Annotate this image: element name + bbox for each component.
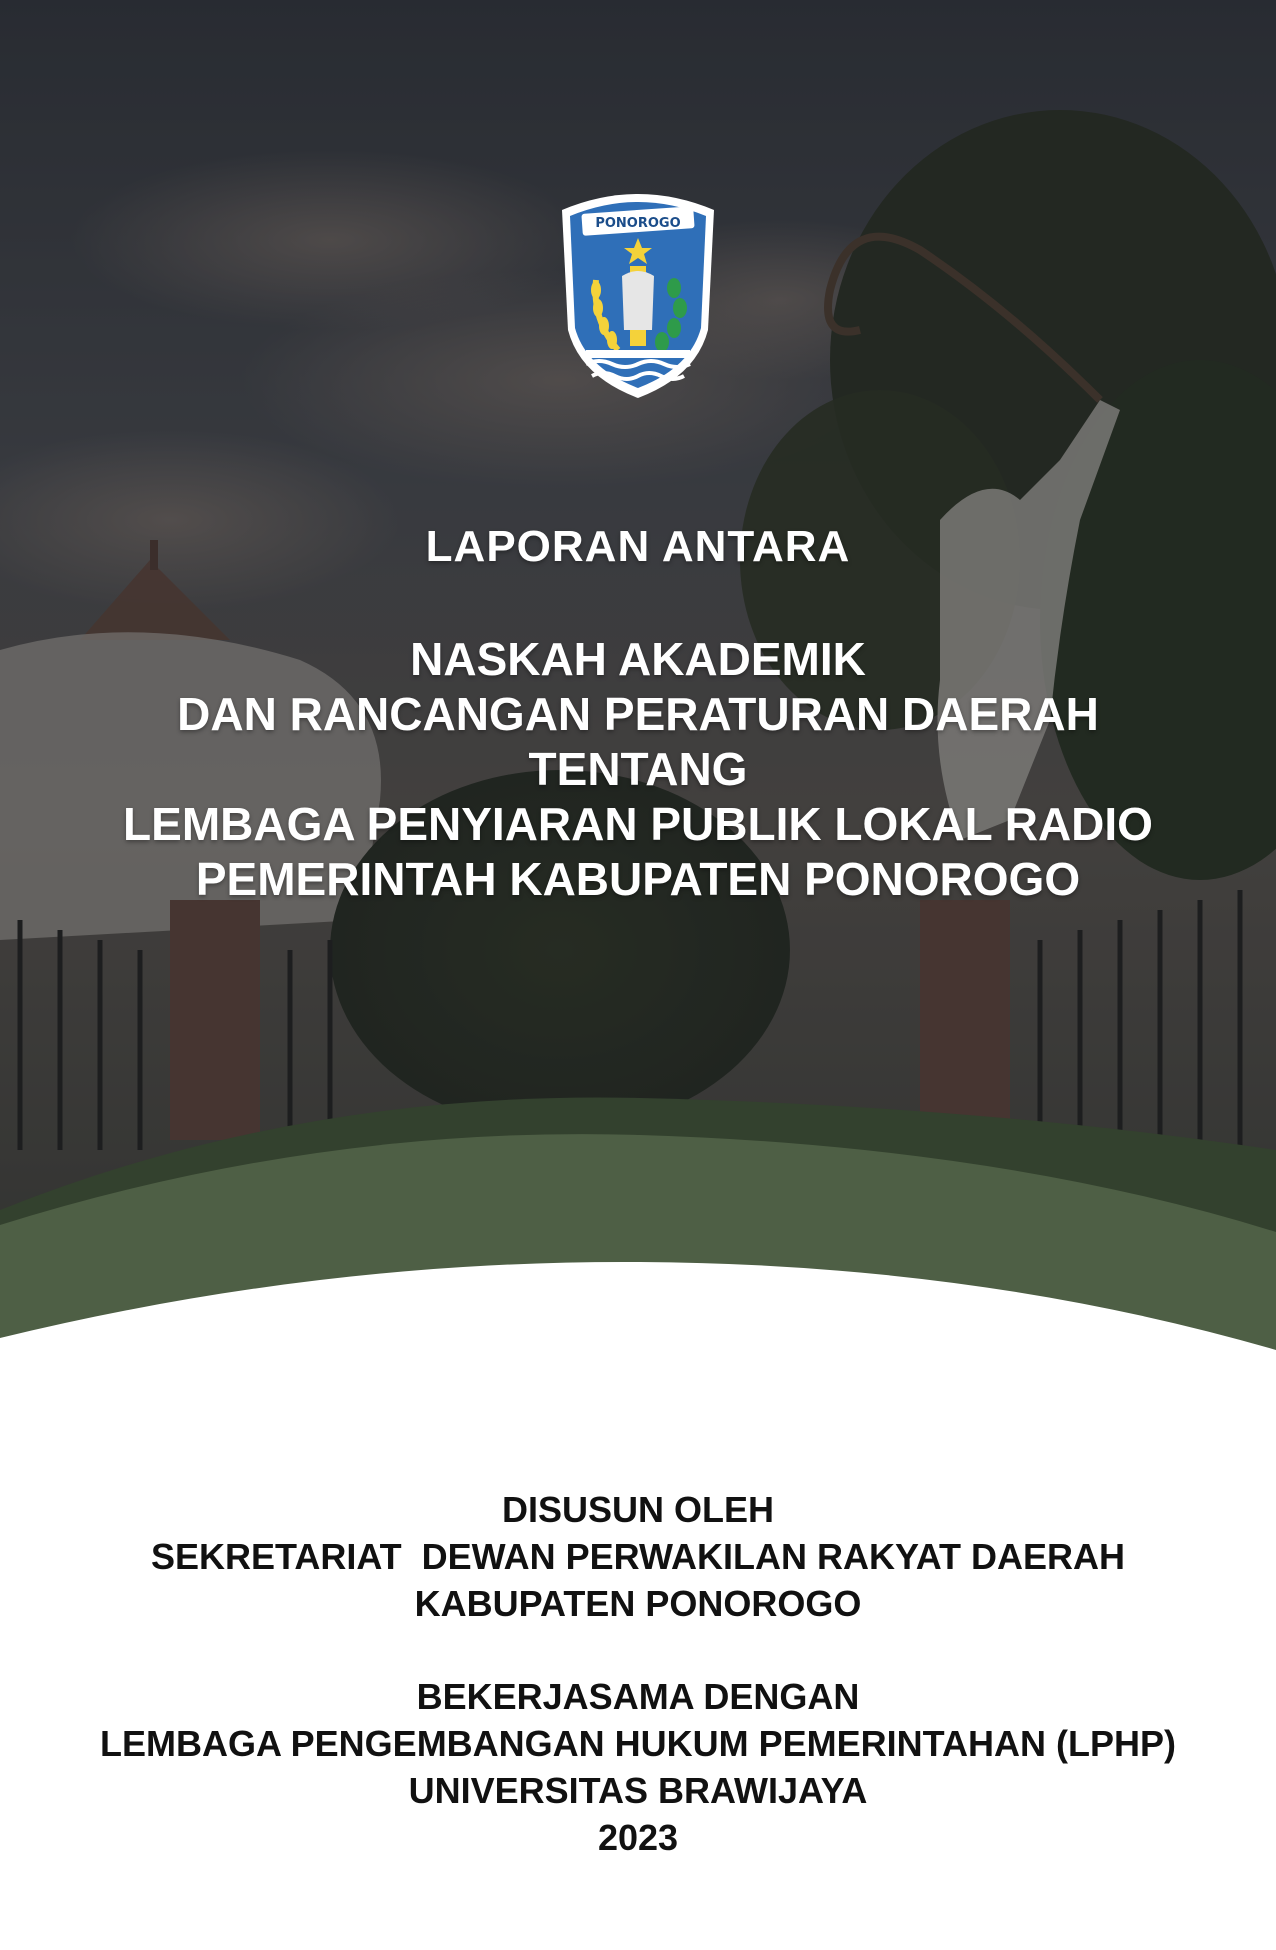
title-line: LEMBAGA PENYIARAN PUBLIK LOKAL RADIO xyxy=(123,798,1153,850)
title-line: NASKAH AKADEMIK xyxy=(410,633,866,685)
author-line: KABUPATEN PONOROGO xyxy=(414,1583,862,1624)
partner-line: UNIVERSITAS BRAWIJAYA xyxy=(408,1770,868,1811)
partner-line: LEMBAGA PENGEMBANGAN HUKUM PEMERINTAHAN (LPHP) xyxy=(100,1723,1176,1764)
report-type: LAPORAN ANTARA xyxy=(425,522,851,571)
title-line: TENTANG xyxy=(528,743,748,795)
title-line: DAN RANCANGAN PERATURAN DAERAH xyxy=(177,688,1099,740)
emblem-banner-text: PONOROGO xyxy=(595,216,681,231)
title-line: PEMERINTAH KABUPATEN PONOROGO xyxy=(195,853,1081,905)
collaboration-block xyxy=(0,1673,1276,1861)
prepared-by-label: DISUSUN OLEH xyxy=(501,1489,775,1530)
regency-emblem xyxy=(556,180,720,402)
prepared-by-block xyxy=(0,1486,1276,1627)
document-title xyxy=(0,632,1276,907)
collaboration-label: BEKERJASAMA DENGAN xyxy=(416,1676,860,1717)
ponorogo-regency-emblem-icon xyxy=(556,180,720,402)
author-line: SEKRETARIAT DEWAN PERWAKILAN RAKYAT DAERAH xyxy=(150,1536,1126,1577)
publication-year: 2023 xyxy=(597,1817,679,1858)
